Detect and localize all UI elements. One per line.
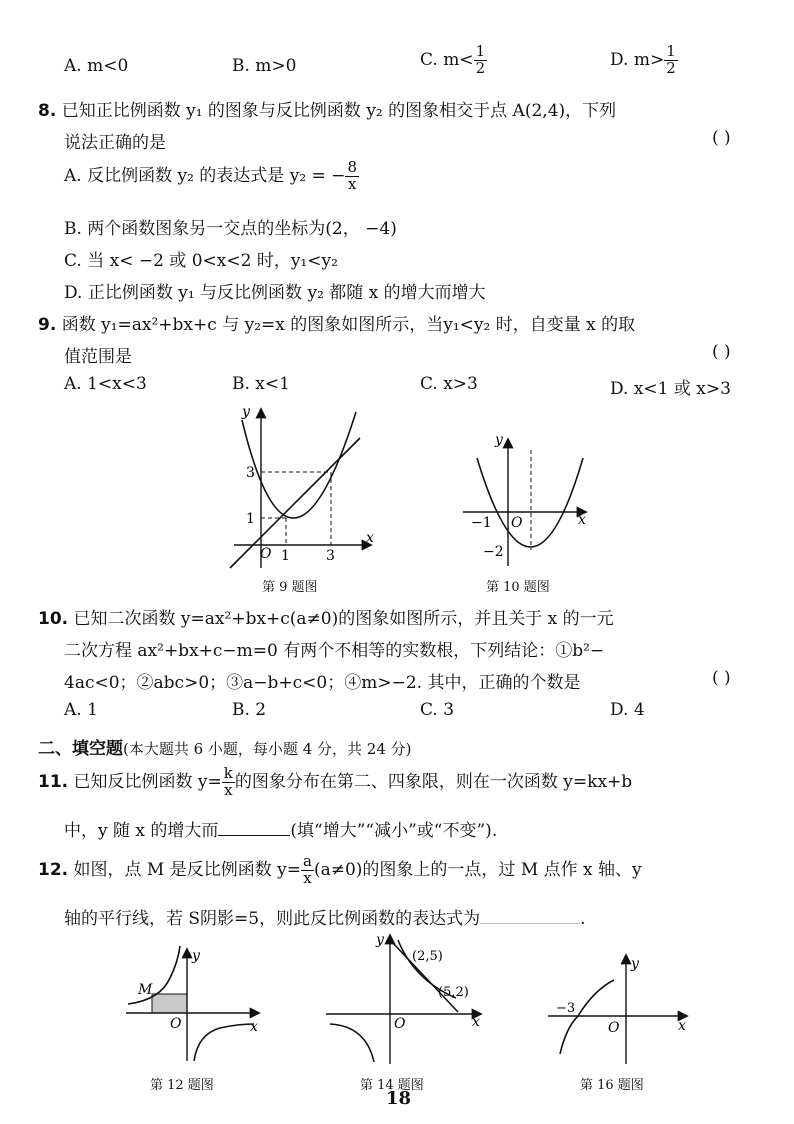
hyperbola-branch-right [194, 1024, 254, 1061]
q11-fraction [222, 766, 235, 799]
q9-option-c: C. x>3 [420, 374, 478, 394]
q7-option-c [420, 44, 487, 77]
figure-16-caption: 第 16 题图 [580, 1078, 644, 1093]
function-curve [560, 980, 614, 1054]
q9-option-a: A. 1<x<3 [64, 374, 147, 394]
q8-line2: 说法正确的是 [64, 133, 166, 153]
q10-option-c: C. 3 [420, 700, 455, 720]
point-m-label: M [138, 982, 153, 998]
tick-x1: 1 [281, 548, 290, 564]
q8-option-d: D. 正比例函数 y₁ 与反比例函数 y₂ 都随 x 的增大而增大 [64, 283, 486, 303]
q7-option-d [610, 44, 678, 77]
q9-answer-paren: ( ) [712, 342, 731, 362]
x-label: x [472, 1014, 480, 1030]
x-label: x [366, 530, 374, 546]
figure-16 [544, 950, 694, 1068]
origin-label: O [511, 515, 523, 531]
frac-den: x [303, 868, 312, 887]
q12-text-suffix: (a≠0)的图象上的一点，过 M 点作 x 轴、y [313, 859, 642, 880]
q9-line2: 值范围是 [64, 347, 132, 367]
q7-option-c-fraction [474, 44, 488, 77]
frac-num: k [223, 764, 233, 782]
y-label: y [376, 932, 384, 948]
frac-den: 2 [666, 58, 676, 77]
tick-y3: 3 [246, 465, 255, 481]
q7-option-d-fraction [664, 44, 678, 77]
frac-den: 2 [475, 58, 486, 77]
figure-9 [220, 400, 390, 572]
tick-m3: −3 [556, 1001, 576, 1016]
q9-text-1: 函数 y₁=ax²+bx+c 与 y₂=x 的图象如图所示，当y₁<y₂ 时，自变量 x 的取 [61, 315, 636, 335]
q11-text-suffix: 的图象分布在第二、四象限，则在一次函数 y=kx+b [234, 771, 633, 792]
q9-option-d: D. x<1 或 x>3 [610, 379, 731, 399]
figure-14-caption: 第 14 题图 [360, 1078, 424, 1093]
parabola-y1 [242, 412, 356, 518]
y-label: y [631, 956, 639, 972]
q10-option-d: D. 4 [610, 700, 645, 720]
frac-num: a [303, 852, 312, 870]
q10-option-b: B. 2 [232, 700, 267, 720]
tick-ym2: −2 [483, 544, 504, 560]
figure-14 [322, 928, 492, 1068]
figure-10-caption: 第 10 题图 [486, 580, 550, 595]
q10-text-1: 已知二次函数 y=ax²+bx+c(a≠0)的图象如图所示，并且关于 x 的一元 [73, 609, 614, 629]
q10-number: 10. [38, 609, 69, 629]
frac-den: x [347, 174, 357, 193]
q11-line1 [38, 766, 632, 799]
q12-answer-blank[interactable] [480, 923, 580, 924]
q11-line2-suffix: (填“增大”“减小”或“不变”). [290, 821, 498, 841]
origin-label: O [608, 1020, 620, 1036]
q8-option-b: B. 两个函数图象另一交点的坐标为(2， −4) [64, 219, 397, 239]
line-y2 [230, 438, 360, 568]
q9-number: 9. [38, 315, 57, 335]
q12-line2-prefix: 轴的平行线，若 S阴影=5，则此反比例函数的表达式为 [64, 909, 481, 929]
q7-option-b: B. m>0 [232, 56, 297, 76]
q12-number: 12. [38, 859, 69, 880]
figure-12-caption: 第 12 题图 [150, 1078, 214, 1093]
section-2-heading [38, 734, 412, 759]
point-5-2-label: (5,2) [438, 985, 469, 1000]
x-label: x [578, 512, 586, 528]
q12-fraction [301, 854, 314, 887]
q11-text-prefix: 已知反比例函数 y= [73, 771, 222, 792]
q11-number: 11. [38, 771, 69, 792]
q8-answer-paren: ( ) [712, 128, 731, 148]
q11-line2 [64, 816, 497, 841]
figure-10 [455, 430, 605, 570]
frac-num: 1 [666, 42, 676, 60]
q8-option-a [64, 160, 359, 193]
q8-option-c: C. 当 x< −2 或 0<x<2 时，y₁<y₂ [64, 251, 338, 271]
q10-line3: 4ac<0；②abc>0；③a−b+c<0；④m>−2. 其中，正确的个数是 [64, 673, 581, 693]
frac-den: x [224, 780, 233, 799]
q7-option-a: A. m<0 [64, 56, 129, 76]
q10-option-a: A. 1 [64, 700, 98, 720]
figure-12 [120, 936, 270, 1066]
section-2-note: (本大题共 6 小题，每小题 4 分，共 24 分) [123, 740, 412, 758]
q10-answer-paren: ( ) [712, 668, 731, 688]
q10-line1 [38, 604, 614, 629]
x-label: x [250, 1019, 258, 1035]
frac-num: 8 [347, 158, 357, 176]
tick-x3: 3 [326, 548, 335, 564]
q12-line1 [38, 854, 642, 887]
x-label: x [678, 1018, 686, 1034]
section-2-title: 二、填空题 [38, 739, 123, 759]
q8-text-1: 已知正比例函数 y₁ 的图象与反比例函数 y₂ 的图象相交于点 A(2,4)，下列 [61, 101, 617, 121]
tick-y1: 1 [246, 511, 255, 527]
hyperbola-branch-third-quadrant [330, 1024, 374, 1062]
q8-number: 8. [38, 101, 57, 121]
page-number: 18 [386, 1088, 412, 1109]
q8-option-a-prefix: A. 反比例函数 y₂ 的表达式是 y₂ = − [64, 165, 346, 186]
tick-xm1: −1 [471, 515, 492, 531]
q7-option-c-prefix: C. m< [420, 49, 474, 70]
q8-line1 [38, 96, 616, 121]
figure-9-caption: 第 9 题图 [262, 580, 318, 595]
frac-num: 1 [475, 42, 486, 60]
q12-line2 [64, 904, 586, 929]
q12-text-prefix: 如图，点 M 是反比例函数 y= [73, 859, 301, 880]
q9-option-b: B. x<1 [232, 374, 290, 394]
q11-answer-blank[interactable] [218, 835, 290, 836]
origin-label: O [260, 546, 272, 562]
parabola [477, 458, 583, 547]
y-label: y [495, 432, 503, 448]
shaded-rectangle [152, 994, 187, 1013]
y-label: y [242, 404, 250, 420]
q9-line1 [38, 310, 635, 335]
q12-line2-suffix: . [580, 909, 586, 929]
origin-label: O [170, 1016, 182, 1032]
q11-line2-prefix: 中，y 随 x 的增大而 [64, 821, 219, 841]
q7-option-d-prefix: D. m> [610, 49, 665, 70]
origin-label: O [394, 1016, 406, 1032]
y-label: y [192, 948, 200, 964]
q10-line2: 二次方程 ax²+bx+c−m=0 有两个不相等的实数根，下列结论：①b²− [64, 641, 605, 661]
q8-option-a-fraction [345, 160, 359, 193]
point-2-5-label: (2,5) [412, 949, 443, 964]
